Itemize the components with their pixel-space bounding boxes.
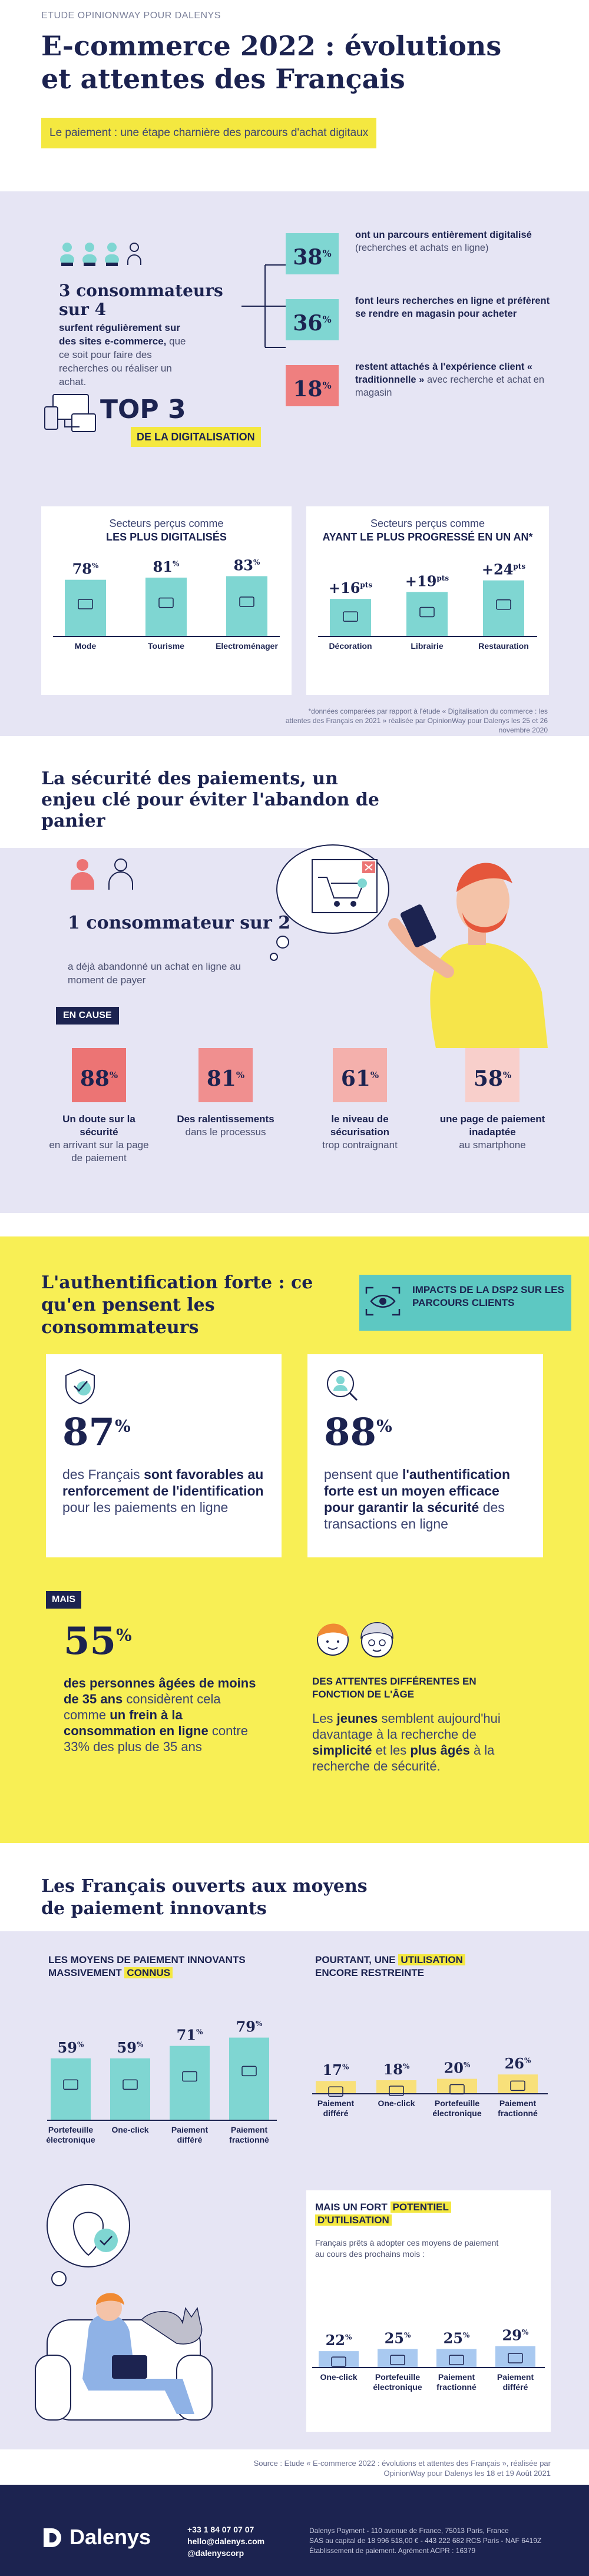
age-faces-icon xyxy=(309,1613,409,1666)
social-handle[interactable]: @dalenyscorp xyxy=(187,2548,244,2558)
text-plain: Les xyxy=(312,1711,333,1726)
three-of-four-description xyxy=(59,321,194,389)
report-kicker: ETUDE OPINIONWAY POUR DALENYS xyxy=(41,11,221,21)
bar xyxy=(330,599,371,636)
x-axis xyxy=(312,2367,545,2368)
favorable-pct xyxy=(62,1410,131,1454)
stat-desc-bold: font leurs recherches en ligne et préfèrent se rendre en magasin pour acheter xyxy=(355,296,550,319)
cause-pct xyxy=(72,1048,126,1102)
card-title-bold: AYANT LE PLUS PROGRESSÉ EN UN AN* xyxy=(322,531,533,543)
bar-category-label: Paiement différé xyxy=(497,2372,534,2392)
title-part: POURTANT, UNE xyxy=(315,1954,396,1965)
eye-scan-icon xyxy=(365,1287,401,1316)
bar-value-label: 81% xyxy=(153,558,180,575)
bar-value-label: 25% xyxy=(384,2329,411,2347)
card-title xyxy=(41,517,292,544)
desc-bold: surfent régulièrement sur des sites e-commerce, xyxy=(59,322,180,347)
title-part: LES MOYENS DE PAIEMENT INNOVANTS MASSIVEMENT xyxy=(48,1954,246,1978)
efficient-pct xyxy=(324,1410,392,1454)
stat-unit: % xyxy=(322,314,332,325)
bar-category-label: One-click xyxy=(378,2098,415,2108)
cause-unit: % xyxy=(370,1070,379,1080)
text-bold: sont favorables au renforcement de l'identification xyxy=(62,1467,264,1498)
bar xyxy=(145,578,187,636)
text-bold: jeunes xyxy=(336,1711,378,1726)
young-pct xyxy=(64,1619,132,1663)
text-bold: plus âgés xyxy=(410,1743,470,1758)
cause-bold: Un doute sur la sécurité xyxy=(62,1113,135,1138)
dalenys-logo-icon xyxy=(41,2526,65,2550)
stat-pct xyxy=(286,299,339,340)
bar-category-label: Librairie xyxy=(411,641,444,651)
pct-unit: % xyxy=(376,1416,392,1436)
pct-unit: % xyxy=(116,1625,132,1645)
age-text xyxy=(312,1710,530,1774)
bar-category-label: Décoration xyxy=(329,641,372,651)
card-title-plain: Secteurs perçus comme xyxy=(109,518,224,529)
bar xyxy=(226,576,267,636)
card-title-bold: LES PLUS DIGITALISÉS xyxy=(106,531,227,543)
abandoned-cart-illustration xyxy=(259,824,565,1048)
cause-pct xyxy=(333,1048,387,1102)
title-highlight: POTENTIEL xyxy=(391,2202,451,2213)
title-highlight: UTILISATION xyxy=(398,1954,465,1965)
stat-value: 18 xyxy=(293,377,323,402)
bar-value-label: 71% xyxy=(176,2026,203,2044)
stat-desc-rest: (recherches et achats en ligne) xyxy=(355,243,489,253)
source-note: Source : Etude « E-commerce 2022 : évolutions et attentes des Français », réalisée par OpinionWay pour Dalenys les 18 et 19 Août 2021 xyxy=(253,2459,551,2478)
cause-unit: % xyxy=(502,1070,512,1080)
devices-icon xyxy=(41,392,97,442)
innovative-payment-title: Les Français ouverts aux moyens de paiement innovants xyxy=(41,1876,368,1919)
stat-unit: % xyxy=(322,380,332,391)
bar-category-label: Portefeuille électronique xyxy=(432,2098,482,2118)
cause-bold: une page de paiement inadaptée xyxy=(439,1113,545,1138)
bar xyxy=(65,580,106,636)
bar-category-label: One-click xyxy=(320,2372,358,2382)
legal-line: Établissement de paiement. Agrément ACPR : 16379 xyxy=(309,2547,476,2555)
x-axis xyxy=(47,2120,277,2121)
bar-category-label: Paiement fractionné xyxy=(436,2372,477,2392)
bar-category-label: Mode xyxy=(74,641,97,651)
cause-desc xyxy=(46,1113,152,1165)
bar-category-label: Paiement fractionné xyxy=(229,2125,269,2144)
page-subtitle: Le paiement : une étape charnière des parcours d'achat digitaux xyxy=(41,118,376,148)
title-part: ENCORE RESTREINTE xyxy=(315,1967,425,1978)
mais-label: MAIS xyxy=(46,1591,81,1609)
bar-value-label: 29% xyxy=(502,2326,529,2344)
most-digital-chart xyxy=(41,553,292,695)
text-plain: semblent aujourd'hui davantage à la recherche de xyxy=(312,1711,501,1742)
cause-value: 81 xyxy=(206,1066,236,1091)
legal-block xyxy=(309,2526,557,2556)
bar xyxy=(170,2046,210,2120)
stat-desc xyxy=(355,360,558,399)
shield-check-icon xyxy=(62,1367,98,1405)
cause-rest: trop contraignant xyxy=(322,1139,398,1151)
bar-value-label: 25% xyxy=(443,2329,470,2347)
one-of-two-stat xyxy=(68,913,290,934)
age-title: DES ATTENTES DIFFÉRENTES EN FONCTION DE L'ÂGE xyxy=(312,1676,477,1700)
bar-category-label: Portefeuille électronique xyxy=(373,2372,422,2392)
cause-rest: au smartphone xyxy=(459,1139,526,1151)
stat-value: 36 xyxy=(293,311,323,336)
bar xyxy=(495,2346,535,2367)
usage-title xyxy=(315,1954,539,1980)
top3-title: TOP 3 xyxy=(100,394,186,425)
cause-desc xyxy=(307,1113,413,1152)
contact-block xyxy=(187,2524,264,2559)
cause-pct xyxy=(198,1048,253,1102)
bar-value-label: $+19^{pts}$ xyxy=(405,572,449,590)
young-text xyxy=(64,1675,258,1755)
potential-chart xyxy=(306,2279,551,2429)
stat-desc xyxy=(355,228,558,254)
one-of-two-description: a déjà abandonné un achat en ligne au moment de payer xyxy=(68,961,241,986)
card-title xyxy=(306,517,549,544)
stat-desc xyxy=(355,294,558,320)
bar-value-label: 59% xyxy=(117,2038,144,2056)
known-methods-chart xyxy=(41,1987,283,2182)
bar-value-label: $+24^{pts}$ xyxy=(481,561,526,578)
bar xyxy=(437,2079,477,2093)
phone[interactable]: +33 1 84 07 07 07 xyxy=(187,2525,254,2534)
desc-rest: que ce soit pour faire des recherches ou réaliser un achat. xyxy=(59,336,186,387)
most-progressed-card xyxy=(306,506,549,695)
people-pair-icon xyxy=(68,857,138,892)
x-axis xyxy=(312,2093,548,2094)
card-title-plain: Secteurs perçus comme xyxy=(370,518,485,529)
text-plain: contre 33% des plus de 35 ans xyxy=(64,1723,248,1754)
text-bold: un frein à la consommation en ligne xyxy=(64,1708,209,1738)
bar-category-label: Restauration xyxy=(478,641,529,651)
text-plain: et les xyxy=(375,1743,407,1758)
cause-value: 88 xyxy=(80,1066,110,1091)
text-plain: des Français xyxy=(62,1467,140,1482)
stat-row-traditional xyxy=(286,360,562,416)
cause-value: 61 xyxy=(340,1066,370,1091)
bar-category-label: One-click xyxy=(111,2125,149,2134)
cause-desc xyxy=(173,1113,279,1139)
bar-value-label: 83% xyxy=(233,556,260,574)
favorable-text xyxy=(62,1466,266,1516)
bar-value-label: 26% xyxy=(504,2055,531,2073)
bar-category-label: Portefeuille électronique xyxy=(46,2125,95,2144)
potential-desc: Français prêts à adopter ces moyens de paiement au cours des prochains mois : xyxy=(315,2238,499,2259)
email[interactable]: hello@dalenys.com xyxy=(187,2537,265,2546)
bar-value-label: 20% xyxy=(444,2059,471,2077)
bar-category-label: Paiement différé xyxy=(171,2125,209,2144)
pct-value: 87 xyxy=(62,1410,115,1454)
stat-desc-bold: restent attachés à l'expérience client « traditionnelle » xyxy=(355,362,533,385)
cause-rest: dans le processus xyxy=(185,1126,266,1138)
people-icon xyxy=(59,241,153,271)
bar-value-label: 18% xyxy=(383,2061,410,2078)
text-plain: pour les paiements en ligne xyxy=(62,1500,229,1515)
bar-value-label: $+16^{pts}$ xyxy=(328,579,373,597)
text-plain: considèrent cela comme xyxy=(64,1692,221,1722)
stat-value: 38 xyxy=(293,245,323,270)
user-search-icon xyxy=(324,1367,359,1405)
bar xyxy=(319,2351,359,2367)
stat-desc-rest: avec recherche et achat en magasin xyxy=(355,374,544,398)
bracket-connector xyxy=(241,247,289,365)
text-bold: des personnes âgées de moins de 35 ans xyxy=(64,1676,256,1706)
text-bold: simplicité xyxy=(312,1743,372,1758)
known-title xyxy=(48,1954,284,1980)
x-axis xyxy=(53,636,280,637)
stat-row-ropo xyxy=(286,294,562,350)
en-cause-label: EN CAUSE xyxy=(56,1007,119,1025)
cause-rest: en arrivant sur la page de paiement xyxy=(49,1139,149,1163)
stat-desc-bold: ont un parcours entièrement digitalisé xyxy=(355,230,532,240)
most-progressed-chart xyxy=(306,553,549,695)
bar-value-label: 17% xyxy=(322,2061,349,2079)
bar-category-label: Paiement fractionné xyxy=(498,2098,538,2118)
cause-desc xyxy=(439,1113,545,1152)
bar xyxy=(376,2080,416,2093)
potential-title xyxy=(315,2201,539,2227)
bar-value-label: 22% xyxy=(325,2332,352,2349)
usage-chart xyxy=(306,2020,554,2167)
potential-card xyxy=(306,2190,551,2432)
cause-unit: % xyxy=(109,1070,118,1080)
stat-unit: % xyxy=(322,248,332,259)
x-axis xyxy=(318,636,537,637)
text-plain: à la recherche de sécurité. xyxy=(312,1743,495,1773)
cause-bold: le niveau de sécurisation xyxy=(330,1113,390,1138)
legal-line: Dalenys Payment - 110 avenue de France, 75013 Paris, France xyxy=(309,2527,509,2535)
bar xyxy=(406,592,448,636)
efficient-card xyxy=(307,1354,543,1557)
text-bold: l'authentification forte est un moyen efficace pour garantir la sécurité xyxy=(324,1467,511,1515)
bar-category-label: Electroménager xyxy=(216,641,278,651)
bar-value-label: 79% xyxy=(236,2018,263,2035)
stat-pct xyxy=(286,365,339,406)
bar-category-label: Paiement différé xyxy=(317,2098,355,2118)
strong-auth-title: L'authentification forte : ce qu'en pensent les consommateurs xyxy=(41,1272,313,1338)
title-part: MAIS UN FORT xyxy=(315,2202,388,2213)
stat-pct xyxy=(286,233,339,274)
favorable-card xyxy=(46,1354,282,1557)
title-highlight: D'UTILISATION xyxy=(315,2214,392,2226)
three-of-four-stat: 3 consommateurs sur 4 xyxy=(59,281,223,319)
cause-bold: Des ralentissements xyxy=(177,1113,274,1125)
page-title: E-commerce 2022 : évolutions et attentes des Français xyxy=(41,30,502,95)
cause-unit: % xyxy=(236,1070,245,1080)
woman-armchair-illustration xyxy=(24,2179,224,2426)
pct-value: 88 xyxy=(324,1410,377,1454)
footnote: *données comparées par rapport à l'étude « Digitalisation du commerce : les attentes des Français en 2021 » réalisée par OpinionWay pour Dalenys les 25 et 26 novembre 2020 xyxy=(285,707,548,734)
big-stat-text: 1 consommateur sur 2 xyxy=(68,913,291,933)
security-section-title: La sécurité des paiements, un enjeu clé pour éviter l'abandon de panier xyxy=(41,768,379,831)
top3-subtitle: DE LA DIGITALISATION xyxy=(131,427,261,447)
stat-row-full-digital xyxy=(286,228,562,284)
cause-pct xyxy=(465,1048,519,1102)
legal-line: SAS au capital de 18 996 518,00 € - 443 222 682 RCS Paris - NAF 6419Z xyxy=(309,2537,542,2545)
bar xyxy=(229,2038,269,2120)
dsp2-label: IMPACTS DE LA DSP2 SUR LES PARCOURS CLIENTS xyxy=(412,1284,564,1308)
bar xyxy=(483,581,524,636)
pct-unit: % xyxy=(115,1416,131,1436)
title-highlight: CONNUS xyxy=(124,1967,173,1978)
most-digital-card xyxy=(41,506,292,695)
text-plain: des transactions en ligne xyxy=(324,1500,505,1531)
text-plain: pensent que xyxy=(324,1467,399,1482)
brand-name: Dalenys xyxy=(70,2525,151,2549)
bar-value-label: 59% xyxy=(57,2038,84,2056)
pct-value: 55 xyxy=(64,1619,117,1663)
efficient-text xyxy=(324,1466,527,1532)
bar-value-label: 78% xyxy=(72,560,99,578)
cause-value: 58 xyxy=(473,1066,503,1091)
bar-category-label: Tourisme xyxy=(148,641,184,651)
